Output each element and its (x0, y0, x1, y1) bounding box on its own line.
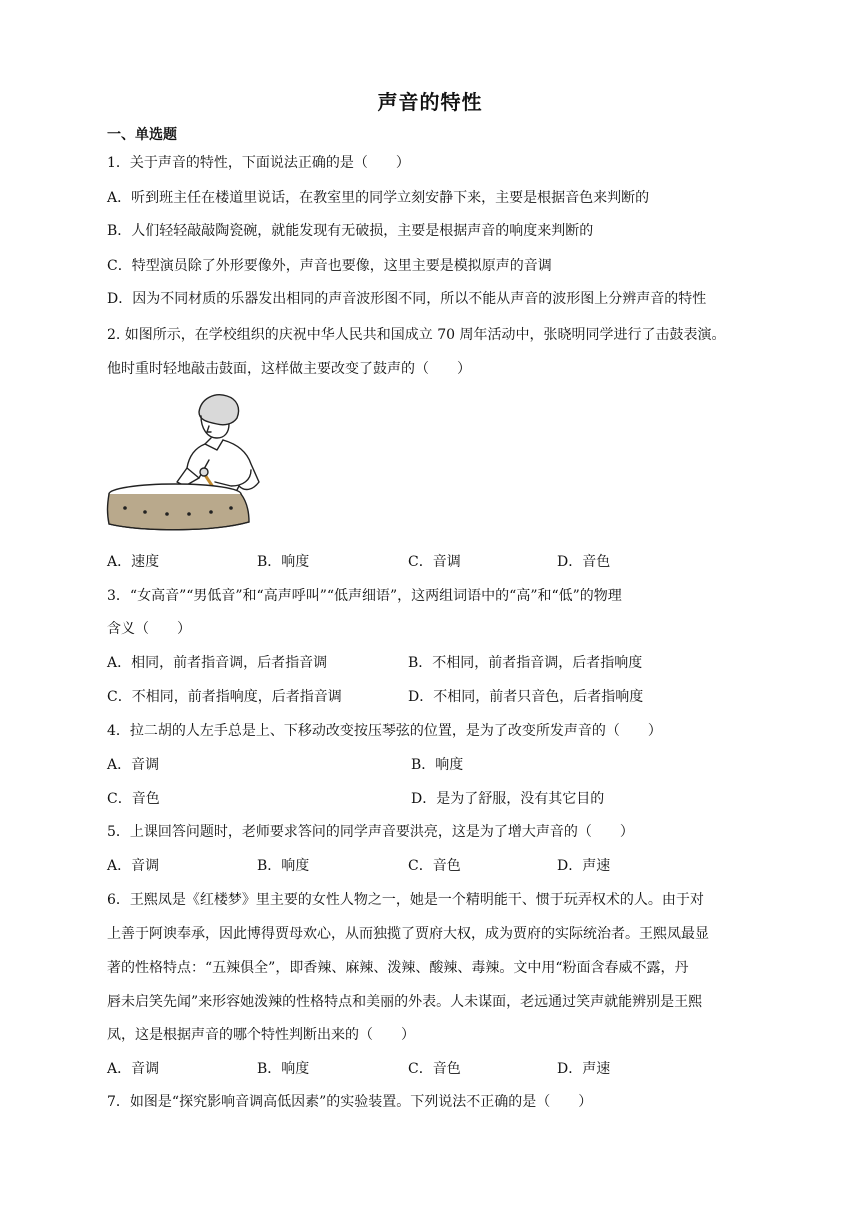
q2-option-d: D．音色 (557, 554, 611, 570)
q7-stem: 7．如图是“探究影响音调高低因素”的实验装置。下列说法不正确的是（ ） (107, 1094, 593, 1110)
q2-stem-line1: 2. 如图所示，在学校组织的庆祝中华人民共和国成立 70 周年活动中，张晓明同学进行了击鼓表演。 (107, 327, 726, 343)
q5-option-a: A．音调 (107, 858, 160, 874)
q6-option-b: B．响度 (257, 1061, 310, 1077)
q6-option-a: A．音调 (107, 1061, 160, 1077)
page-title: 声音的特性 (377, 90, 483, 114)
q1-option-a: A．听到班主任在楼道里说话，在教室里的同学立刻安静下来，主要是根据音色来判断的 (107, 190, 650, 206)
q5-option-d: D．声速 (557, 858, 611, 874)
q4-stem: 4．拉二胡的人左手总是上、下移动改变按压琴弦的位置，是为了改变所发声音的（ ） (107, 723, 662, 739)
q6-option-c: C．音色 (408, 1061, 461, 1077)
q4-option-c: C．音色 (107, 791, 160, 807)
q3-option-d: D．不相同，前者只音色，后者指响度 (408, 689, 644, 705)
q6-stem-line3: 著的性格特点：“五辣俱全”，即香辣、麻辣、泼辣、酸辣、毒辣。文中用“粉面含春威不露，丹 (107, 960, 689, 976)
q4-option-d: D．是为了舒服，没有其它目的 (411, 791, 605, 807)
q3-stem-line2: 含义（ ） (107, 621, 191, 637)
section-heading: 一、单选题 (107, 127, 177, 143)
q1-stem: 1．关于声音的特性，下面说法正确的是（ ） (107, 155, 410, 171)
drummer-illustration (103, 390, 263, 532)
q2-option-b: B．响度 (257, 554, 310, 570)
q1-option-b: B．人们轻轻敲敲陶瓷碗，就能发现有无破损，主要是根据声音的响度来判断的 (107, 223, 594, 239)
q4-option-a: A．音调 (107, 757, 160, 773)
q2-option-a: A．速度 (107, 554, 160, 570)
q3-stem-line1: 3．“女高音”“男低音”和“高声呼叫”“低声细语”，这两组词语中的“高”和“低”的物理 (107, 588, 622, 604)
q2-stem-line2: 他时重时轻地敲击鼓面，这样做主要改变了鼓声的（ ） (107, 361, 471, 377)
q6-stem-line1: 6．王熙凤是《红楼梦》里主要的女性人物之一，她是一个精明能干、惯于玩弄权术的人。由于对 (107, 892, 704, 908)
q5-option-b: B．响度 (257, 858, 310, 874)
q4-option-b: B．响度 (411, 757, 464, 773)
q6-stem-line4: 唇未启笑先闻”来形容她泼辣的性格特点和美丽的外表。人未谋面，老远通过笑声就能辨别是王熙 (107, 994, 703, 1010)
q5-option-c: C．音色 (408, 858, 461, 874)
q6-stem-line5: 凤，这是根据声音的哪个特性判断出来的（ ） (107, 1027, 415, 1043)
q3-option-a: A．相同，前者指音调，后者指音调 (107, 655, 328, 671)
q5-stem: 5．上课回答问题时，老师要求答问的同学声音要洪亮，这是为了增大声音的（ ） (107, 824, 634, 840)
q6-option-d: D．声速 (557, 1061, 611, 1077)
q6-stem-line2: 上善于阿谀奉承，因此博得贾母欢心，从而独揽了贾府大权，成为贾府的实际统治者。王熙凤最显 (107, 926, 709, 942)
q2-option-c: C．音调 (408, 554, 461, 570)
q3-option-b: B．不相同，前者指音调，后者指响度 (408, 655, 643, 671)
q1-option-c: C．特型演员除了外形要像外，声音也要像，这里主要是模拟原声的音调 (107, 258, 552, 274)
q3-option-c: C．不相同，前者指响度，后者指音调 (107, 689, 342, 705)
q1-option-d: D．因为不同材质的乐器发出相同的声音波形图不同，所以不能从声音的波形图上分辨声音的特性 (107, 291, 707, 307)
